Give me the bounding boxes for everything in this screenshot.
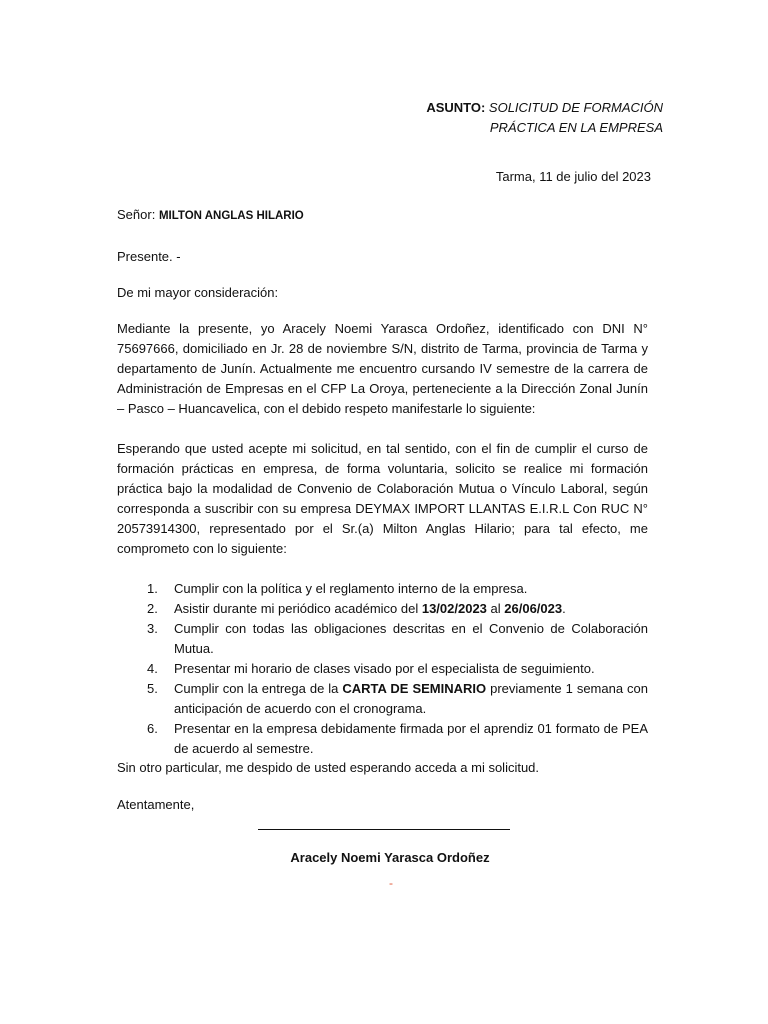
subject-line-1: SOLICITUD DE FORMACIÓN (488, 100, 663, 115)
list-number: 6. (147, 721, 158, 736)
signature-name: Aracely Noemi Yarasca Ordoñez (290, 850, 490, 865)
letter-date: Tarma, 11 de julio del 2023 (495, 169, 651, 184)
list-item (117, 659, 648, 679)
list-text: Cumplir con todas las obligaciones descritas en el Convenio de Colaboración Mutua. (174, 621, 648, 656)
list-text-part: Asistir durante mi periódico académico del (174, 601, 422, 616)
subject-label: ASUNTO: (426, 100, 486, 115)
body-paragraph-2: Esperando que usted acepte mi solicitud, en tal sentido, con el fin de cumplir el curso de formación prácticas en empresa, de forma voluntaria, solicito se realice mi formación práctica bajo la modalidad de Convenio de Colaboración Mutua o Vínculo Laboral, según corresponda a suscribir con su empresa DEYMAX IMPORT LLANTAS E.I.R.L Con RUC N° 20573914300, representado por el Sr.(a) Milton Anglas Hilario; para tal efecto, me comprometo con lo siguiente: (117, 441, 648, 556)
greeting-line: De mi mayor consideración: (117, 285, 279, 300)
list-text-part: al (486, 601, 505, 616)
recipient-name: MILTON ANGLAS HILARIO (158, 210, 304, 222)
recipient (117, 207, 304, 222)
list-item (117, 719, 648, 759)
end-date: 26/06/023 (504, 601, 563, 616)
seminar-letter-label: CARTA DE SEMINARIO (342, 681, 487, 696)
list-text: Presentar en la empresa debidamente firmada por el aprendiz 01 formato de PEA de acuerdo al semestre. (174, 721, 648, 756)
list-text: Cumplir con la política y el reglamento interno de la empresa. (174, 581, 528, 596)
list-text-part: previamente 1 semana con anticipación de acuerdo con el cronograma. (174, 681, 649, 716)
list-text-part: Cumplir con la entrega de la (174, 681, 343, 696)
body-paragraph-1: Mediante la presente, yo Aracely Noemi Yarasca Ordoñez, identificado con DNI N° 75697666, domiciliado en Jr. 28 de noviembre S/N, distrito de Tarma, provincia de Tarma y departamento de Junín. Actualmente me encuentro cursando IV semestre de la carrera de Administración de Empresas en el CFP La Oroya, perteneciente a la Dirección Zonal Junín – Pasco – Huancavelica, con el debido respeto manifestarle lo siguiente: (117, 321, 648, 416)
commitments-list (117, 579, 648, 759)
recipient-prefix: Señor: (117, 207, 156, 222)
list-text: Presentar mi horario de clases visado por el especialista de seguimiento. (174, 661, 595, 676)
list-text-part: . (562, 601, 566, 616)
presente-line: Presente. - (117, 249, 181, 264)
list-number: 5. (147, 681, 158, 696)
list-item (117, 599, 648, 619)
signature-line (258, 829, 510, 830)
list-number: 2. (147, 601, 158, 616)
list-number: 1. (147, 581, 158, 596)
subject-line-2: PRÁCTICA EN LA EMPRESA (489, 120, 663, 135)
sign-off: Atentamente, (117, 797, 195, 812)
footer-mark: - (389, 876, 393, 890)
list-item (117, 579, 648, 599)
list-item (117, 679, 648, 719)
start-date: 13/02/2023 (421, 601, 487, 616)
list-text (174, 599, 648, 619)
list-text (174, 679, 648, 719)
list-item (117, 619, 648, 659)
closing-line: Sin otro particular, me despido de usted esperando acceda a mi solicitud. (117, 760, 540, 775)
list-number: 3. (147, 621, 158, 636)
list-number: 4. (147, 661, 158, 676)
subject-block (426, 98, 663, 138)
